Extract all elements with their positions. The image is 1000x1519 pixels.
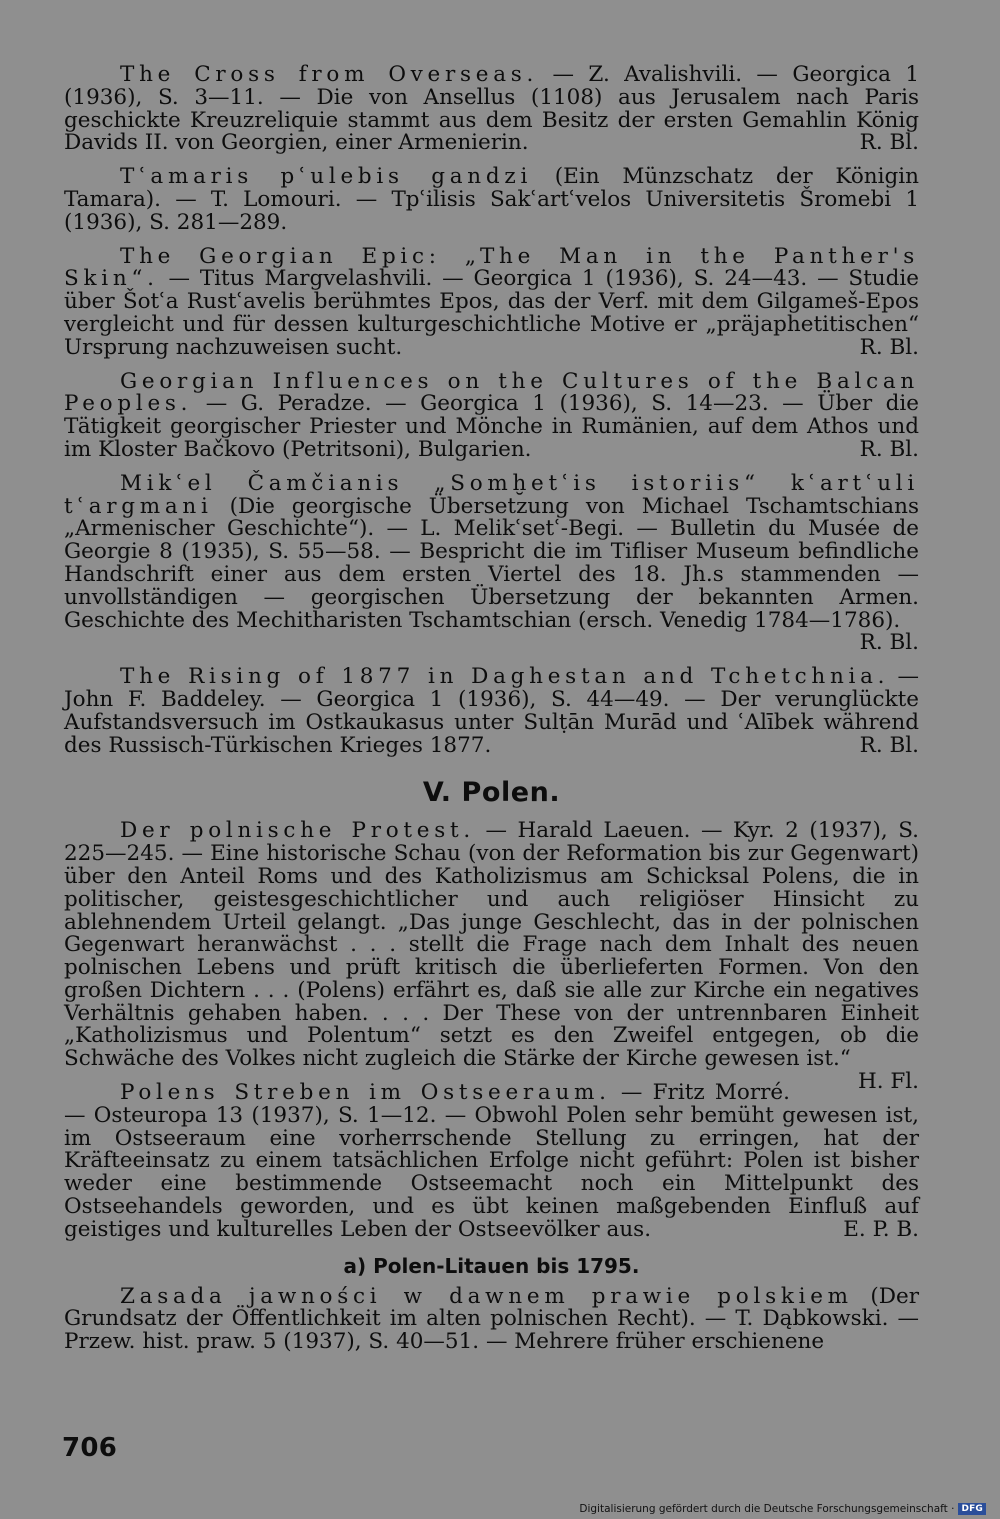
reviewer-signature: R. Bl. — [859, 630, 919, 656]
entry-title: Tʿamaris pʿulebis gandzi — [120, 164, 533, 190]
reviewer-signature: E. P. B. — [843, 1216, 919, 1242]
entry-title: The Georgian Epic: „The Man in the Panther's Skin“. — [64, 243, 919, 292]
reviewer-signature: R. Bl. — [859, 334, 919, 360]
entry-body: — Harald Laeuen. — Kyr. 2 (1937), S. 225—245. — Eine historische Schau (von der Reformation bis zur Gegenwart) über den Anteil Roms und des Katholizismus am Schicksal Polens, die in politischer, geistesgeschichtlicher und auch religiöser Hinsicht zu ablehnendem Urteil gelangt. „Das junge Geschlecht, das in der polnischen Gegenwart heranwächst . . . stellt die Frage nach dem Inhalt des neuen polnischen Lebens und prüft kritisch die überlieferten Formen. Von den großen Dichtern . . . (Polens) erfährt es, daß sie alle zur Kirche ein negatives Verhältnis gehaben haben. . . . Der These von der untrennbaren Einheit „Katholizismus und Polentum“ setzt es den Zweifel entgegen, ob die Schwäche des Volkes nicht zugleich die Stärke der Kirche gewesen ist.“ — [64, 818, 920, 1072]
section-heading: V. Polen. — [422, 777, 561, 809]
entry-title: Der polnische Protest. — [120, 818, 475, 844]
bibliography-entry — [64, 470, 919, 656]
entry-body: — Fritz Morré. — Osteuropa 13 (1937), S. 1—12. — Obwohl Polen sehr bemüht gewesen ist, im Ostseeraum eine vorherrschende Stellung zu erringen, hat der Kräfteeinsatz zu einem tatsächlichen Erfolge nicht geführt: Polen ist bisher weder eine bestimmende Ostseemacht noch ein Mittelpunkt des Ostseehandels geworden, und es übt keinen maßgebenden Einfluß auf geistiges und kulturelles Leben der Ostseevölker aus. — [64, 1080, 919, 1242]
bibliography-entry — [64, 666, 919, 757]
dfg-logo-icon: DFG — [958, 1503, 986, 1515]
entry-title: The Cross from Overseas. — [120, 62, 539, 87]
bibliography-entry — [64, 166, 919, 234]
entry-title: Zasada jawności w dawnem prawie polskiem — [120, 1283, 853, 1309]
entry-title: Georgian Influences on the Cultures of the Balcan Peoples. — [64, 368, 919, 417]
reviewer-signature: R. Bl. — [859, 130, 919, 156]
bibliography-entry — [64, 64, 919, 155]
page-number: 706 — [62, 1433, 118, 1463]
entry-body: — Titus Margvelashvili. — Georgica 1 (1936), S. 24—43. — Studie über Šotʿa Rustʿavelis berühmtes Epos, das der Verf. mit dem Gilgameš-Epos vergleicht und für dessen kulturgeschichtliche Motive er „präjaphetitischen“ Ursprung nachzuweisen sucht. — [64, 266, 919, 360]
bibliography-entry — [64, 368, 919, 462]
digitization-credit — [579, 1503, 986, 1515]
bibliography-entry — [64, 1283, 919, 1355]
reviewer-signature: R. Bl. — [859, 436, 919, 462]
entry-body: — John F. Baddeley. — Georgica 1 (1936), S. 44—49. — Der verunglückte Aufstandsversuch im Ostkaukasus unter Sulṭān Murād und ʿAlībek während des Russisch-Türkischen Krieges 1877. — [64, 664, 920, 758]
entry-body: — Z. Avalishvili. — Georgica 1 (1936), S. 3—11. — Die von Ansellus (1108) aus Jerusalem nach Paris geschickte Kreuzreliquie stammt aus dem Besitz der ersten Gemahlin König Davids II. von Georgien, einer Armenierin. — [64, 62, 919, 156]
entry-title: The Rising of 1877 in Daghestan and Tchetchnia. — [120, 664, 890, 690]
reviewer-signature: H. Fl. — [857, 1069, 919, 1095]
entry-body: (Ein Münzschatz der Königin Tamara). — T. Lomouri. — Tpʿilisis Sakʿartʿvelos Universitetis Šromebi 1 (1936), S. 281—289. — [64, 164, 919, 235]
entry-body: (Die georgische Übersetzung von Michael Tschamtschians „Armenischer Geschichte“). — L. Melikʿsetʿ-Begi. — Bulletin du Musée de Georgie 8 (1935), S. 55—58. — Bespricht die im Tifliser Museum befindliche Handschrift einer aus dem ersten Viertel des 18. Jh.s stammenden — unvollständigen — georgischen Übersetzung der bekannten Armen. Geschichte des Mechitharisten Tschamtschian (ersch. Venedig 1784—1786). — [64, 493, 919, 633]
entry-title: Polens Streben im Ostseeraum. — [120, 1080, 611, 1106]
entry-title: Mikʿel Čamčianis „Somḫetʿis istoriis“ kʿartʿuli tʿargmani — [64, 470, 919, 519]
entry-body: — G. Peradze. — Georgica 1 (1936), S. 14—23. — Über die Tätigkeit georgischer Priester und Mönche in Rumänien, auf dem Athos und im Kloster Bačkovo (Petritsoni), Bulgarien. — [64, 391, 919, 462]
text-column — [64, 64, 919, 1365]
entry-body: (Der Grundsatz der Öffentlichkeit im alten polnischen Recht). — T. Dąbkowski. — Przew. hist. praw. 5 (1937), S. 40—51. — Mehrere früher erschienene — [64, 1283, 919, 1355]
bibliography-entry — [64, 243, 919, 360]
subsection-heading: a) Polen-Litauen bis 1795. — [343, 1253, 640, 1278]
bibliography-entry — [64, 1082, 919, 1242]
credit-text: Digitalisierung gefördert durch die Deutsche Forschungsgemeinschaft · — [579, 1503, 955, 1515]
reviewer-signature: R. Bl. — [859, 732, 919, 758]
